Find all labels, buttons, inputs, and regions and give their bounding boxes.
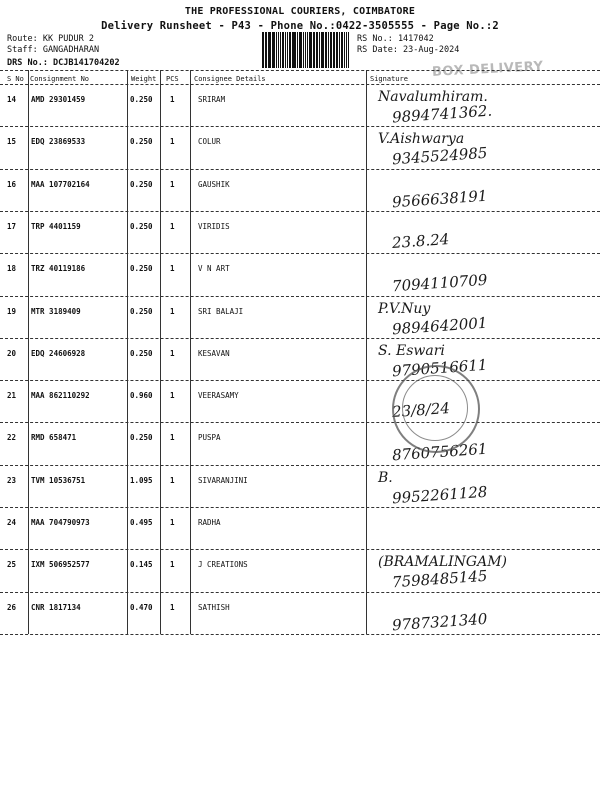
- row-pcs: 1: [170, 602, 175, 612]
- row-weight: 0.250: [130, 433, 153, 443]
- row-signature-phone: 9894642001: [391, 313, 488, 338]
- row-consignee: PUSPA: [198, 433, 221, 443]
- row-consignee: SIVARANJINI: [198, 475, 248, 485]
- row-sno: 17: [7, 221, 17, 231]
- row-weight: 0.250: [130, 95, 153, 104]
- row-signature-name: Navalumhiram.: [378, 89, 488, 105]
- rs-date: RS Date: 23-Aug-2024: [357, 45, 460, 55]
- row-separator: [0, 126, 600, 127]
- header-top-line: [0, 70, 600, 71]
- row-sno: 21: [7, 391, 17, 401]
- row-signature-phone: 9894741362.: [391, 101, 493, 127]
- box-delivery-stamp: BOX DELIVERY: [431, 59, 544, 80]
- row-separator: [0, 380, 600, 381]
- row-weight: 0.250: [130, 306, 153, 316]
- row-consignment-no: MAA 107702164: [31, 179, 90, 189]
- row-signature-phone: 7598485145: [391, 566, 488, 592]
- row-consignment-no: EDQ 24606928: [31, 348, 86, 358]
- row-consignment-no: EDQ 23869533: [31, 137, 86, 147]
- row-signature-name: P.V.Nuy: [378, 300, 431, 317]
- col-header-signature: Signature: [370, 75, 408, 83]
- row-pcs: 1: [170, 95, 175, 104]
- row-weight: 0.145: [130, 560, 153, 570]
- row-weight: 0.250: [130, 137, 153, 147]
- row-consignment-no: TRZ 40119186: [31, 264, 86, 274]
- row-separator: [0, 253, 600, 254]
- row-sno: 18: [7, 264, 17, 274]
- row-consignment-no: AMD 29301459: [31, 95, 86, 104]
- row-consignee: VEERASAMY: [198, 391, 239, 401]
- row-sno: 19: [7, 306, 17, 316]
- row-consignment-no: IXM 506952577: [31, 560, 90, 570]
- row-pcs: 1: [170, 306, 175, 316]
- row-consignee: V N ART: [198, 264, 230, 274]
- row-signature-phone: 8760756261: [391, 440, 488, 465]
- row-signature-name: S. Eswari: [378, 342, 445, 359]
- row-separator: [0, 549, 600, 550]
- row-weight: 0.250: [130, 179, 153, 189]
- row-signature-name: B.: [378, 469, 393, 486]
- row-signature-phone: 23/8/24: [391, 399, 451, 422]
- row-consignee: KESAVAN: [198, 348, 230, 358]
- row-separator: [0, 169, 600, 170]
- header-separator: [0, 84, 600, 85]
- row-sno: 23: [7, 475, 17, 485]
- col-header-weight: Weight: [131, 75, 157, 83]
- row-signature-phone: 9345524985: [391, 143, 488, 169]
- row-consignee: RADHA: [198, 518, 221, 527]
- row-consignee: SRIRAM: [198, 95, 226, 104]
- row-separator: [0, 422, 600, 423]
- company-title: THE PROFESSIONAL COURIERS, COIMBATORE: [184, 6, 416, 17]
- row-pcs: 1: [170, 137, 175, 147]
- row-sno: 26: [7, 602, 17, 612]
- row-separator: [0, 296, 600, 297]
- row-weight: 0.250: [130, 221, 153, 231]
- row-sno: 20: [7, 348, 17, 358]
- row-pcs: 1: [170, 518, 175, 527]
- row-consignee: SATHISH: [198, 602, 230, 612]
- row-consignee: VIRIDIS: [198, 221, 230, 231]
- row-consignment-no: MAA 704790973: [31, 518, 90, 527]
- row-pcs: 1: [170, 264, 175, 274]
- row-pcs: 1: [170, 475, 175, 485]
- row-consignment-no: MTR 3189409: [31, 306, 81, 316]
- row-pcs: 1: [170, 348, 175, 358]
- runsheet-subtitle: Delivery Runsheet - P43 - Phone No.:0422-3505555 - Page No.:2: [101, 20, 499, 32]
- row-sno: 22: [7, 433, 17, 443]
- rs-number: RS No.: 1417042: [357, 34, 434, 44]
- row-separator: [0, 211, 600, 212]
- row-consignment-no: TRP 4401159: [31, 221, 81, 231]
- row-signature-phone: 9790516611: [391, 355, 488, 381]
- row-sno: 25: [7, 560, 17, 570]
- row-consignment-no: CNR 1817134: [31, 602, 81, 612]
- row-weight: 0.470: [130, 602, 153, 612]
- row-separator: [0, 465, 600, 466]
- row-sno: 16: [7, 179, 17, 189]
- delivery-seal: [392, 365, 480, 453]
- row-consignment-no: TVM 10536751: [31, 475, 86, 485]
- row-signature-name: (BRAMALINGAM): [378, 554, 508, 571]
- drs-number: DRS No.: DCJB141704202: [7, 58, 120, 68]
- col-header-sno: S No: [7, 75, 24, 83]
- row-signature-phone: 9952261128: [391, 482, 488, 507]
- row-weight: 0.250: [130, 264, 153, 274]
- row-weight: 1.095: [130, 475, 153, 485]
- col-header-pcs: PCS: [166, 75, 179, 83]
- row-separator: [0, 592, 600, 593]
- row-weight: 0.960: [130, 391, 153, 401]
- row-pcs: 1: [170, 560, 175, 570]
- row-consignee: GAUSHIK: [198, 179, 230, 189]
- staff-label: Staff: GANGADHARAN: [7, 45, 100, 55]
- row-weight: 0.495: [130, 518, 153, 527]
- row-sno: 15: [7, 137, 17, 147]
- col-header-consignee: Consignee Details: [194, 75, 266, 83]
- row-sno: 24: [7, 518, 17, 527]
- row-consignee: SRI BALAJI: [198, 306, 244, 316]
- row-weight: 0.250: [130, 348, 153, 358]
- row-signature-phone: 9566638191: [391, 186, 488, 211]
- row-sno: 14: [7, 95, 17, 104]
- row-consignee: COLUR: [198, 137, 221, 147]
- route-label: Route: KK PUDUR 2: [7, 34, 94, 44]
- row-signature-phone: 23.8.24: [391, 229, 450, 252]
- col-header-consignment: Consignment No: [30, 75, 90, 83]
- row-pcs: 1: [170, 179, 175, 189]
- row-signature-phone: 7094110709: [391, 270, 488, 296]
- row-separator: [0, 338, 600, 339]
- row-consignment-no: MAA 862110292: [31, 391, 90, 401]
- row-signature-name: V.Aishwarya: [378, 131, 465, 148]
- row-consignee: J CREATIONS: [198, 560, 248, 570]
- row-pcs: 1: [170, 391, 175, 401]
- row-separator: [0, 634, 600, 635]
- row-separator: [0, 507, 600, 508]
- row-consignment-no: RMD 658471: [31, 433, 77, 443]
- row-signature-phone: 9787321340: [391, 609, 488, 634]
- row-pcs: 1: [170, 433, 175, 443]
- row-pcs: 1: [170, 221, 175, 231]
